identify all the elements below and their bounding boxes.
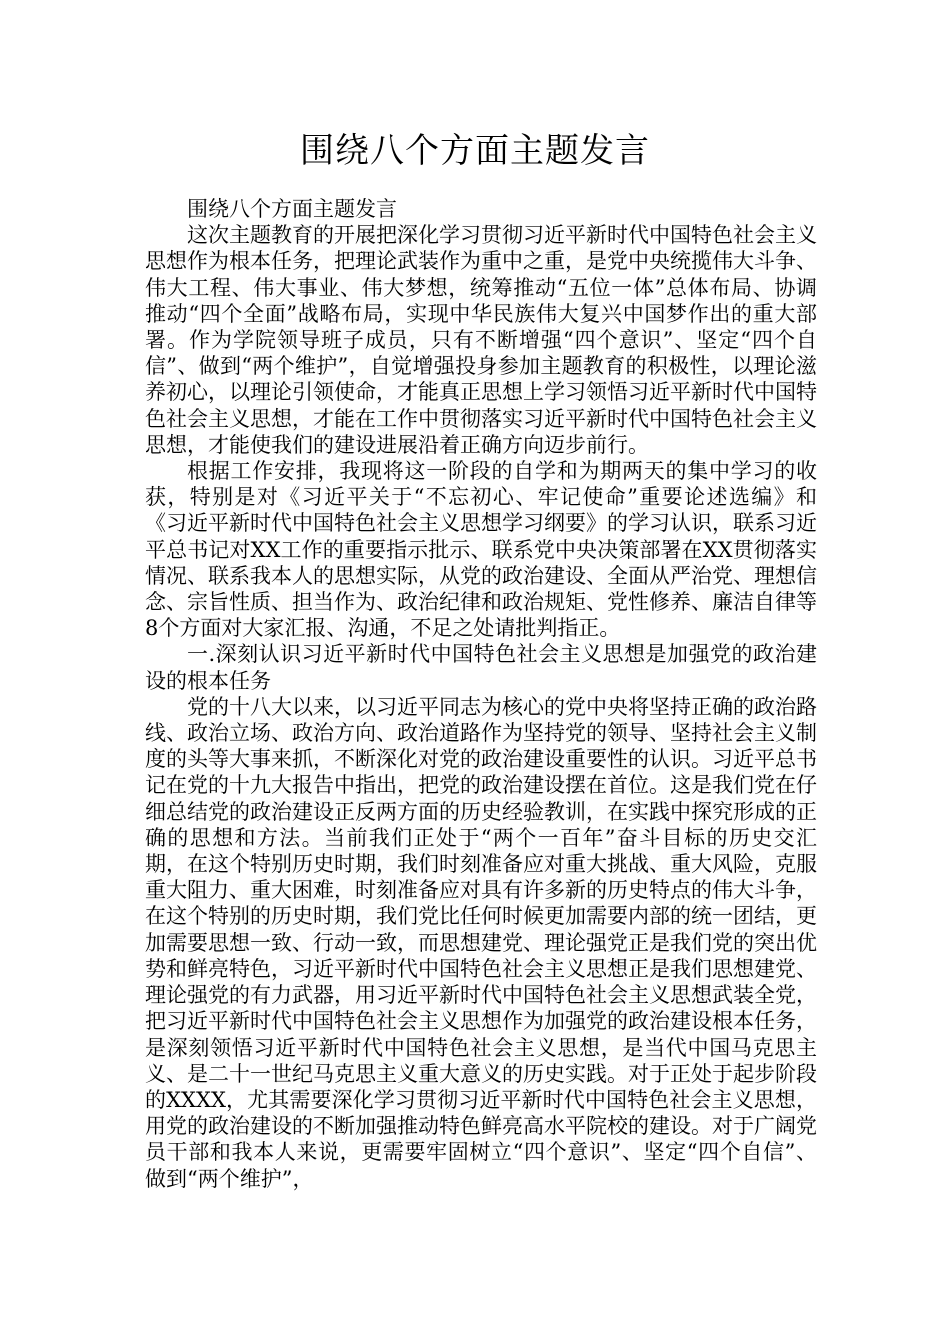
paragraph-intro: 这次主题教育的开展把深化学习贯彻习近平新时代中国特色社会主义思想作为根本任务，把理论武装作为重中之重，是党中央统揽伟大斗争、伟大工程、伟大事业、伟大梦想，统筹推动“五位一体”总体布局、协调推动“四个全面”战略布局，实现中华民族伟大复兴中国梦作出的重大部署。作为学院领导班子成员，只有不断增强“四个意识”、坚定“四个自信”、做到“两个维护”，自觉增强投身参加主题教育的积极性，以理论滋养初心，以理论引领使命，才能真正思想上学习领悟习近平新时代中国特色社会主义思想，才能在工作中贯彻落实习近平新时代中国特色社会主义思想，才能使我们的建设进展沿着正确方向迈步前行。 <box>145 223 817 457</box>
paragraph-section-1: 党的十八大以来，以习近平同志为核心的党中央将坚持正确的政治路线、政治立场、政治方向、政治道路作为坚持党的领导、坚持社会主义制度的头等大事来抓，不断深化对党的政治建设重要性的认识。习近平总书记在党的十九大报告中指出，把党的政治建设摆在首位。这是我们党在仔细总结党的政治建设正反两方面的历史经验教训，在实践中探究形成的正确的思想和方法。当前我们正处于“两个一百年”奋斗目标的历史交汇期，在这个特别历史时期，我们时刻准备应对重大挑战、重大风险，克服重大阻力、重大困难，时刻准备应对具有许多新的历史特点的伟大斗争，在这个特别的历史时期，我们党比任何时候更加需要内部的统一团结，更加需要思想一致、行动一致，而思想建党、理论强党正是我们党的突出优势和鲜亮特色，习近平新时代中国特色社会主义思想正是我们思想建党、理论强党的有力武器，用习近平新时代中国特色社会主义思想武装全党，把习近平新时代中国特色社会主义思想作为加强党的政治建设根本任务，是深刻领悟习近平新时代中国特色社会主义思想，是当代中国马克思主义、是二十一世纪马克思主义重大意义的历史实践。对于正处于起步阶段的XXXX，尤其需要深化学习贯彻习近平新时代中国特色社会主义思想，用党的政治建设的不断加强推动特色鲜亮高水平院校的建设。对于广阔党员干部和我本人来说，更需要牢固树立“四个意识”、坚定“四个自信”、做到“两个维护”， <box>145 694 817 1191</box>
document-title: 围绕八个方面主题发言 <box>300 131 650 171</box>
document-body <box>145 196 817 1192</box>
paragraph-arrangement: 根据工作安排，我现将这一阶段的自学和为期两天的集中学习的收获，特别是对《习近平关于“不忘初心、牢记使命”重要论述选编》和《习近平新时代中国特色社会主义思想学习纲要》的学习认识，联系习近平总书记对XX工作的重要指示批示、联系党中央决策部署在XX贯彻落实情况、联系我本人的思想实际，从党的政治建设、全面从严治党、理想信念、宗旨性质、担当作为、政治纪律和政治规矩、党性修养、廉洁自律等8个方面对大家汇报、沟通，不足之处请批判指正。 <box>145 459 817 641</box>
paragraph-subtitle: 围绕八个方面主题发言 <box>187 197 397 221</box>
section-heading-1: 一.深刻认识习近平新时代中国特色社会主义思想是加强党的政治建设的根本任务 <box>145 642 817 693</box>
